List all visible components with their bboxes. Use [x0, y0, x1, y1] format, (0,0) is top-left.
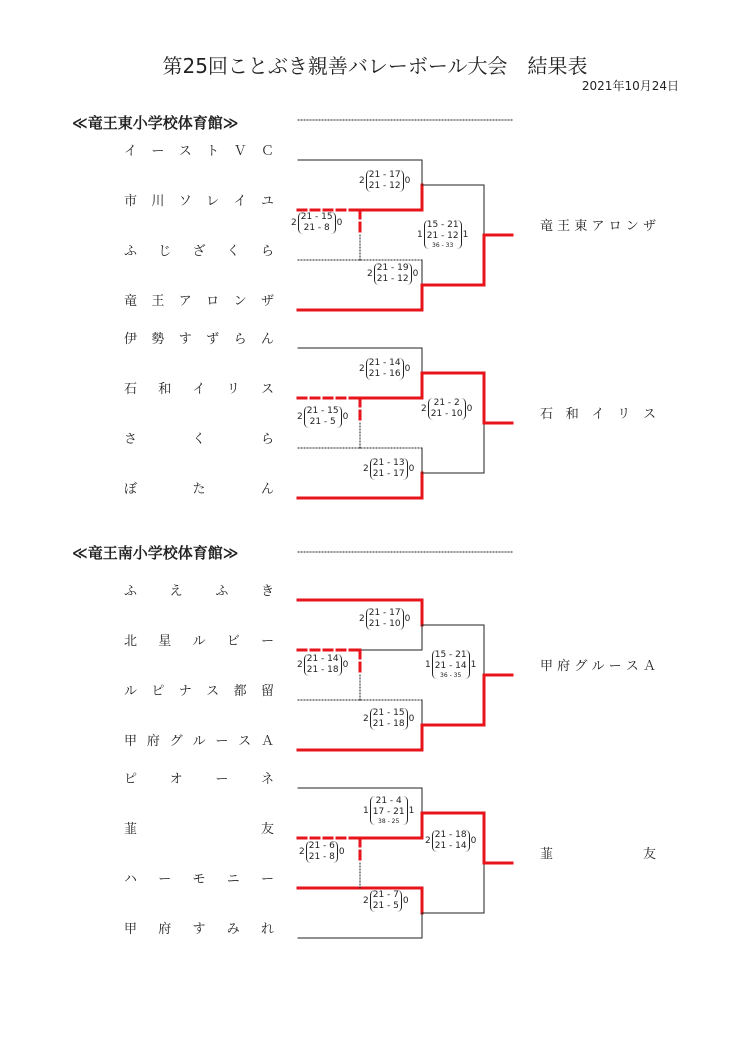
- team-name-char: き: [260, 583, 274, 599]
- set-scores: [304, 654, 342, 676]
- team-name-char: ハ: [124, 871, 138, 887]
- team-name-char: 府: [146, 733, 160, 749]
- team-name-char: モ: [192, 871, 206, 887]
- team-name-char: レ: [206, 193, 220, 209]
- sets-won-right: 0: [404, 176, 411, 186]
- team-name-char: ふ: [124, 243, 138, 259]
- team-name-char: 勢: [151, 331, 165, 347]
- team-name-char: ソ: [178, 193, 192, 209]
- match-score: [296, 654, 349, 676]
- team-name-char: ロ: [608, 218, 622, 234]
- team-name: [124, 768, 274, 786]
- team-name-char: 北: [124, 633, 138, 649]
- team-name-char: ら: [233, 331, 247, 347]
- team-name: [124, 240, 274, 258]
- sets-won-right: 0: [408, 714, 415, 724]
- team-name-char: 留: [260, 683, 274, 699]
- sets-won-right: 0: [342, 660, 349, 670]
- match-score: [366, 263, 419, 285]
- match-score: [358, 170, 411, 192]
- sets-won-left: 1: [363, 805, 369, 816]
- team-name-char: 竜: [540, 218, 554, 234]
- team-name-char: 韮: [540, 846, 554, 862]
- team-name-char: ザ: [642, 218, 656, 234]
- set-2-score: 21 - 10: [430, 409, 463, 419]
- team-name-char: ビ: [226, 633, 240, 649]
- team-name-char: ス: [178, 143, 192, 159]
- team-name-char: た: [192, 481, 206, 497]
- team-name-char: オ: [169, 771, 183, 787]
- point-total: 36 - 35: [440, 672, 462, 679]
- team-name: [124, 818, 274, 836]
- sets-won-left: 2: [299, 847, 305, 857]
- set-1-score: 21 - 17: [368, 170, 401, 180]
- set-scores: [366, 170, 404, 192]
- team-name-char: イ: [124, 143, 138, 159]
- set-1-score: 21 - 7: [372, 890, 399, 900]
- set-scores: [366, 608, 404, 630]
- sets-won-right: 0: [402, 896, 409, 906]
- set-2-score: 21 - 14: [434, 661, 467, 671]
- team-name-char: ス: [625, 658, 639, 674]
- match-score: [296, 406, 349, 428]
- sets-won-right: 0: [338, 847, 345, 857]
- set-scores: [366, 358, 404, 380]
- match-score: [362, 890, 410, 912]
- sets-won-left: 2: [359, 364, 365, 374]
- team-name-char: Ａ: [260, 733, 274, 749]
- team-name-char: 甲: [540, 658, 554, 674]
- team-name: [124, 730, 274, 748]
- sets-won-left: 2: [363, 464, 369, 474]
- set-scores: [370, 890, 402, 912]
- team-name-char: ピ: [151, 683, 165, 699]
- team-name-char: く: [226, 243, 240, 259]
- team-name-char: ユ: [260, 193, 274, 209]
- set-1-score: 21 - 14: [368, 358, 401, 368]
- team-name-char: 川: [151, 193, 165, 209]
- team-name-char: ー: [608, 658, 622, 674]
- set-1-score: 21 - 15: [372, 708, 405, 718]
- team-name-char: リ: [617, 406, 631, 422]
- set-2-score: 21 - 12: [368, 181, 401, 191]
- set-1-score: 21 - 14: [306, 654, 339, 664]
- team-name: [124, 580, 274, 598]
- set-scores: [298, 212, 336, 234]
- set-1-score: 21 - 15: [300, 212, 333, 222]
- team-name-char: 和: [158, 381, 172, 397]
- set-2-score: 21 - 18: [306, 665, 339, 675]
- match-score: [416, 220, 469, 249]
- event-date: 2021年10月24日: [581, 79, 679, 93]
- team-name: [124, 478, 274, 496]
- team-name-char: ー: [260, 871, 274, 887]
- set-2-score: 21 - 8: [303, 223, 330, 233]
- sets-won-left: 2: [297, 660, 303, 670]
- team-name: [124, 190, 274, 208]
- set-1-score: 15 - 21: [434, 650, 467, 660]
- team-name: [124, 290, 274, 308]
- set-2-score: 21 - 14: [434, 841, 467, 851]
- match-score: [358, 608, 411, 630]
- set-scores: [428, 398, 466, 420]
- match-score: [362, 796, 415, 825]
- final-winner: [540, 655, 656, 673]
- sets-won-left: 2: [367, 269, 373, 279]
- team-name-char: 伊: [124, 331, 138, 347]
- team-name-char: 竜: [124, 293, 138, 309]
- team-name-char: ル: [124, 683, 138, 699]
- set-scores: [304, 406, 342, 428]
- team-name-char: ら: [260, 431, 274, 447]
- team-name-char: ス: [642, 406, 656, 422]
- team-name-char: れ: [260, 921, 274, 937]
- set-2-score: 21 - 16: [368, 369, 401, 379]
- page-title: 第25回ことぶき親善バレーボール大会 結果表: [162, 54, 588, 78]
- team-name-char: ー: [215, 771, 229, 787]
- set-scores: [424, 220, 462, 249]
- team-name-char: ア: [178, 293, 192, 309]
- team-name: [124, 428, 274, 446]
- team-name-char: 友: [260, 821, 274, 837]
- set-1-score: 21 - 13: [372, 458, 405, 468]
- team-name-char: ん: [260, 481, 274, 497]
- team-name: [124, 378, 274, 396]
- team-name-char: ふ: [215, 583, 229, 599]
- set-1-score: 21 - 17: [368, 608, 401, 618]
- match-score: [358, 358, 411, 380]
- sets-won-left: 2: [363, 714, 369, 724]
- sets-won-left: 2: [421, 404, 427, 414]
- set-2-score: 21 - 12: [376, 274, 409, 284]
- venue-heading-east: ≪竜王東小学校体育館≫: [72, 114, 239, 132]
- team-name-char: ア: [591, 218, 605, 234]
- team-name-char: リ: [226, 381, 240, 397]
- team-name-char: ニ: [226, 871, 240, 887]
- final-winner: [540, 215, 656, 233]
- set-2-score: 21 - 10: [368, 619, 401, 629]
- team-name-char: じ: [158, 243, 172, 259]
- team-name-char: 市: [124, 193, 138, 209]
- sets-won-right: 0: [412, 269, 419, 279]
- sets-won-right: 1: [462, 229, 469, 240]
- set-1-score: 21 - 15: [306, 406, 339, 416]
- set-2-score: 17 - 21: [372, 807, 405, 817]
- team-name-char: 東: [574, 218, 588, 234]
- sets-won-right: 0: [470, 836, 477, 846]
- team-name-char: ふ: [124, 583, 138, 599]
- team-name-char: 和: [565, 406, 579, 422]
- team-name-char: ル: [591, 658, 605, 674]
- sets-won-left: 2: [363, 896, 369, 906]
- set-scores: [374, 263, 412, 285]
- set-2-score: 21 - 12: [426, 231, 459, 241]
- final-winner: [540, 403, 656, 421]
- set-1-score: 21 - 6: [308, 841, 335, 851]
- team-name-char: 府: [557, 658, 571, 674]
- team-name-char: ー: [215, 733, 229, 749]
- set-scores: [370, 708, 408, 730]
- sets-won-right: 1: [408, 805, 415, 816]
- team-name-char: グ: [574, 658, 588, 674]
- team-name-char: ぼ: [124, 481, 138, 497]
- team-name-char: 府: [158, 921, 172, 937]
- team-name-char: す: [192, 921, 206, 937]
- team-name-char: く: [192, 431, 206, 447]
- sets-won-left: 2: [425, 836, 431, 846]
- point-total: 36 - 33: [432, 242, 454, 249]
- set-1-score: 21 - 18: [434, 830, 467, 840]
- set-1-score: 21 - 19: [376, 263, 409, 273]
- team-name-char: ナ: [178, 683, 192, 699]
- team-name-char: ル: [192, 633, 206, 649]
- team-name-char: ず: [206, 331, 220, 347]
- set-scores: [370, 796, 408, 825]
- team-name-char: イ: [233, 193, 247, 209]
- sets-won-left: 2: [359, 176, 365, 186]
- set-scores: [432, 650, 470, 679]
- team-name-char: 甲: [124, 921, 138, 937]
- set-2-score: 21 - 5: [372, 901, 399, 911]
- team-name-char: ス: [238, 733, 252, 749]
- team-name-char: ネ: [260, 771, 274, 787]
- match-score: [424, 650, 477, 679]
- team-name-char: グ: [169, 733, 183, 749]
- match-score: [362, 708, 415, 730]
- match-score: [298, 841, 346, 863]
- sets-won-left: 2: [359, 614, 365, 624]
- point-total: 38 - 25: [378, 818, 400, 825]
- set-scores: [432, 830, 470, 852]
- team-name-char: え: [169, 583, 183, 599]
- sets-won-left: 2: [291, 218, 297, 228]
- team-name-char: イ: [591, 406, 605, 422]
- match-score: [424, 830, 477, 852]
- team-name-char: ン: [625, 218, 639, 234]
- team-name-char: 王: [151, 293, 165, 309]
- sets-won-right: 1: [470, 659, 477, 670]
- team-name-char: ス: [260, 381, 274, 397]
- team-name: [124, 918, 274, 936]
- team-name-char: ン: [233, 293, 247, 309]
- set-1-score: 21 - 4: [375, 796, 402, 806]
- team-name-char: す: [178, 331, 192, 347]
- team-name-char: 都: [233, 683, 247, 699]
- set-2-score: 21 - 18: [372, 719, 405, 729]
- sets-won-left: 1: [425, 659, 431, 670]
- team-name-char: 韮: [124, 821, 138, 837]
- team-name-char: 甲: [124, 733, 138, 749]
- sets-won-right: 0: [408, 464, 415, 474]
- team-name-char: ル: [192, 733, 206, 749]
- match-score: [290, 212, 343, 234]
- set-1-score: 21 - 2: [433, 398, 460, 408]
- team-name-char: ー: [158, 871, 172, 887]
- team-name-char: Ｃ: [260, 143, 274, 159]
- sets-won-right: 0: [336, 218, 343, 228]
- team-name-char: ー: [260, 633, 274, 649]
- team-name-char: 石: [124, 381, 138, 397]
- sets-won-right: 0: [342, 412, 349, 422]
- team-name-char: ス: [206, 683, 220, 699]
- team-name-char: ん: [260, 331, 274, 347]
- team-name-char: ロ: [206, 293, 220, 309]
- team-name-char: さ: [124, 431, 138, 447]
- set-scores: [370, 458, 408, 480]
- team-name: [124, 868, 274, 886]
- sets-won-left: 2: [297, 412, 303, 422]
- sets-won-left: 1: [417, 229, 423, 240]
- team-name-char: 王: [557, 218, 571, 234]
- team-name-char: イ: [192, 381, 206, 397]
- team-name: [124, 630, 274, 648]
- team-name: [124, 328, 274, 346]
- match-score: [420, 398, 473, 420]
- set-2-score: 21 - 5: [309, 417, 336, 427]
- team-name-char: ー: [151, 143, 165, 159]
- team-name-char: み: [226, 921, 240, 937]
- final-winner: [540, 843, 656, 861]
- team-name: [124, 680, 274, 698]
- sets-won-right: 0: [404, 364, 411, 374]
- set-scores: [306, 841, 338, 863]
- team-name-char: 友: [642, 846, 656, 862]
- team-name-char: 石: [540, 406, 554, 422]
- sets-won-right: 0: [466, 404, 473, 414]
- team-name-char: 星: [158, 633, 172, 649]
- venue-heading-south: ≪竜王南小学校体育館≫: [72, 544, 239, 562]
- team-name-char: ざ: [192, 243, 206, 259]
- team-name: [124, 140, 274, 158]
- sets-won-right: 0: [404, 614, 411, 624]
- set-2-score: 21 - 17: [372, 469, 405, 479]
- set-1-score: 15 - 21: [426, 220, 459, 230]
- team-name-char: ト: [206, 143, 220, 159]
- set-2-score: 21 - 8: [308, 852, 335, 862]
- team-name-char: Ａ: [642, 658, 656, 674]
- team-name-char: ら: [260, 243, 274, 259]
- team-name-char: ザ: [260, 293, 274, 309]
- match-score: [362, 458, 415, 480]
- team-name-char: Ｖ: [233, 143, 247, 159]
- team-name-char: ピ: [124, 771, 138, 787]
